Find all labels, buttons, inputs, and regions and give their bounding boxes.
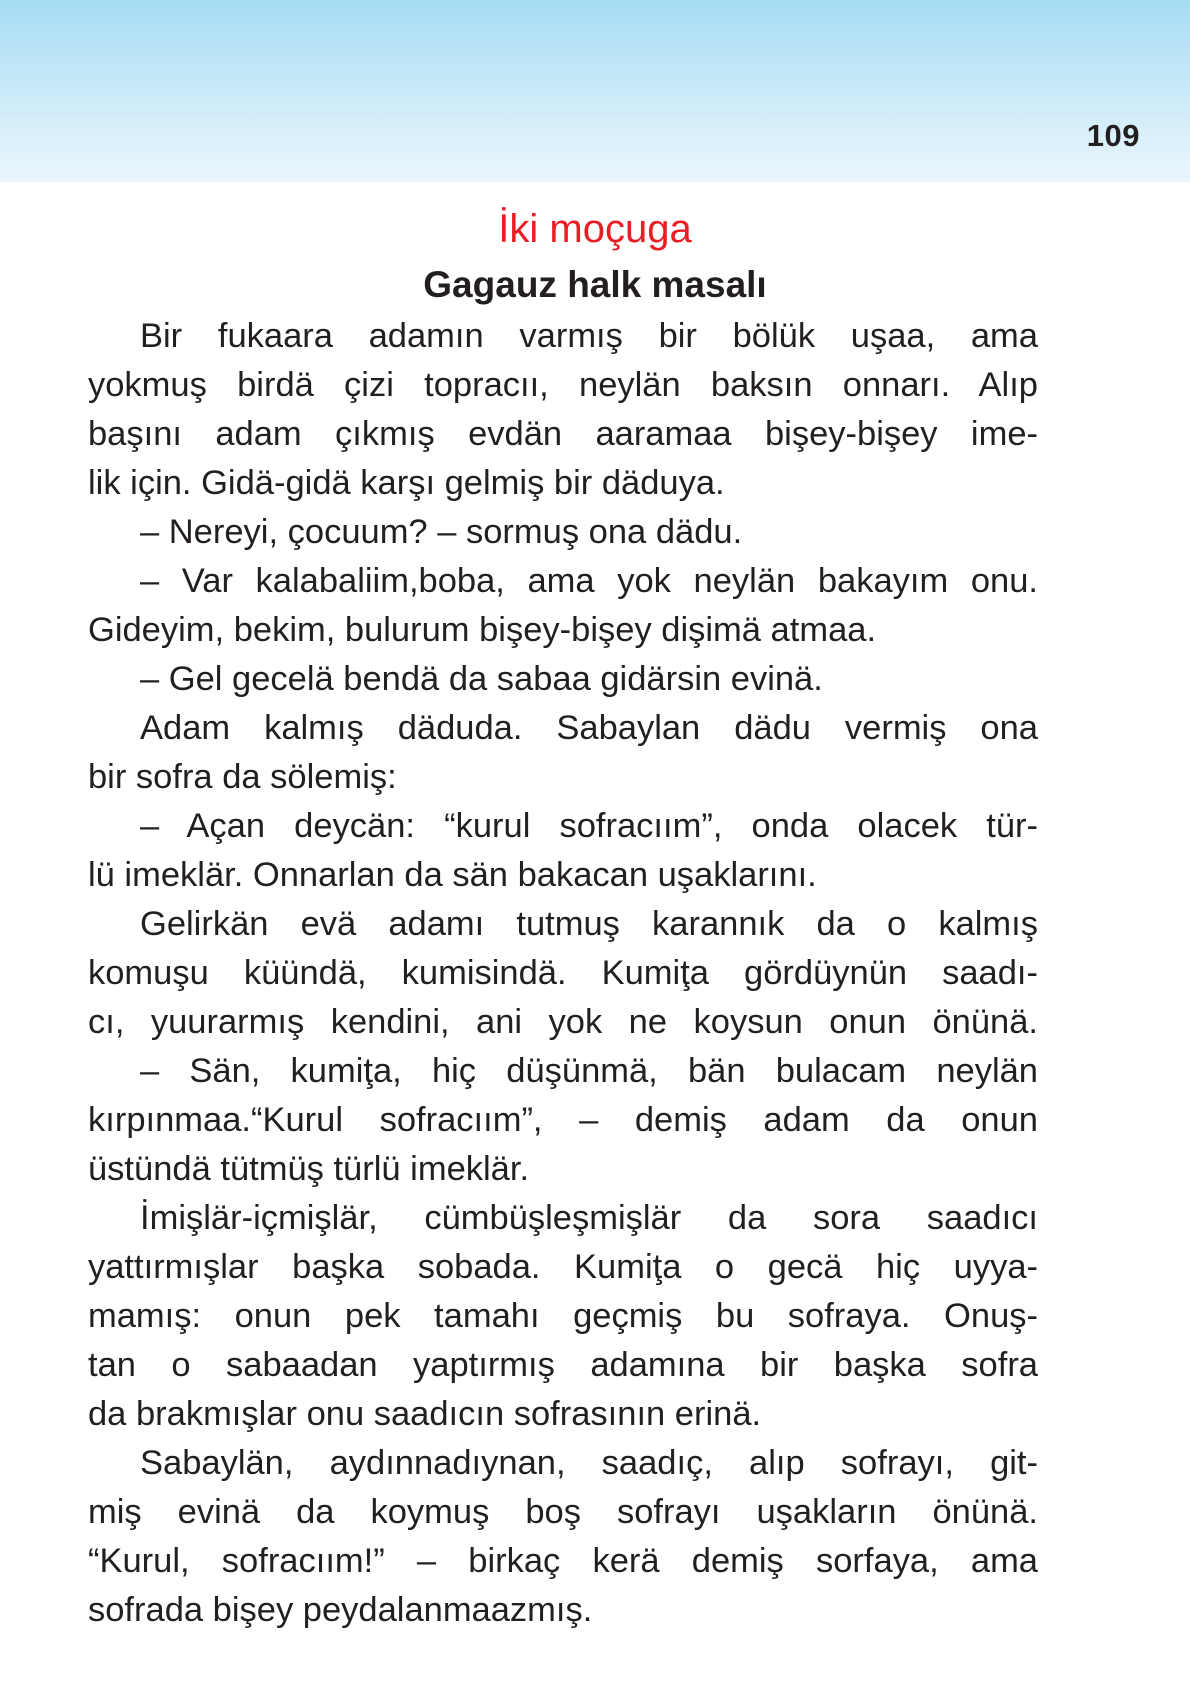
text-line: Adam kalmış däduda. Sabaylan dädu vermiş ona [140, 709, 1038, 747]
story-body [88, 312, 1038, 1635]
text-line: da brakmışlar onu saadıcın sofrasının erinä. [88, 1395, 762, 1433]
story-subtitle: Gagauz halk masalı [423, 264, 767, 305]
text-line: Bir fukaara adamın varmış bir bölük uşaa, ama [140, 317, 1038, 355]
text-line: – Açan deycän: “kurul sofracıım”, onda olacek tür- [140, 807, 1038, 845]
text-line: Sabaylän, aydınnadıynan, saadıç, alıp sofrayı, git- [140, 1444, 1038, 1482]
text-line: yattırmışlar başka sobada. Kumiţa o gecä hiç uyya- [88, 1248, 1038, 1286]
text-line: sofrada bişey peydalanmaazmış. [88, 1591, 593, 1629]
header-band [0, 0, 1190, 182]
text-line: mamış: onun pek tamahı geçmiş bu sofraya. Onuş- [88, 1297, 1038, 1335]
text-line: Gelirkän evä adamı tutmuş karannık da o kalmış [140, 905, 1038, 943]
text-line: Gideyim, bekim, bulurum bişey-bişey dişimä atmaa. [88, 611, 877, 649]
text-line: başını adam çıkmış evdän aaramaa bişey-bişey ime- [88, 415, 1038, 453]
text-line: – Gel gecelä bendä da sabaa gidärsin evinä. [140, 660, 823, 698]
text-line: – Var kalabaliim,boba, ama yok neylän bakayım onu. [140, 562, 1038, 600]
text-line: – Nereyi, çocuum? – sormuş ona dädu. [140, 513, 743, 551]
story-title: İki moçuga [498, 207, 692, 251]
text-line: – Sän, kumiţa, hiç düşünmä, bän bulacam neylän [140, 1052, 1038, 1090]
text-line: tan o sabaadan yaptırmış adamına bir başka sofra [88, 1346, 1038, 1384]
text-line: lü imeklär. Onnarlan da sän bakacan uşaklarını. [88, 856, 817, 894]
text-line: cı, yuurarmış kendini, ani yok ne koysun onun önünä. [88, 1003, 1038, 1041]
text-line: üstündä tütmüş türlü imeklär. [88, 1150, 530, 1188]
text-line: lik için. Gidä-gidä karşı gelmiş bir däduya. [88, 464, 725, 502]
text-line: yokmuş birdä çizi topracıı, neylän baksın onnarı. Alıp [88, 366, 1038, 404]
text-line: miş evinä da koymuş boş sofrayı uşakların önünä. [88, 1493, 1038, 1531]
text-line: “Kurul, sofracıım!” – birkaç kerä demiş sorfaya, ama [88, 1542, 1038, 1580]
text-line: komuşu küündä, kumisindä. Kumiţa gördüynün saadı- [88, 954, 1038, 992]
text-line: kırpınmaa.“Kurul sofracıım”, – demiş adam da onun [88, 1101, 1038, 1139]
text-line: bir sofra da sölemiş: [88, 758, 397, 796]
page-number: 109 [1086, 118, 1140, 153]
text-line: İmişlär-içmişlär, cümbüşleşmişlär da sora saadıcı [140, 1199, 1038, 1237]
